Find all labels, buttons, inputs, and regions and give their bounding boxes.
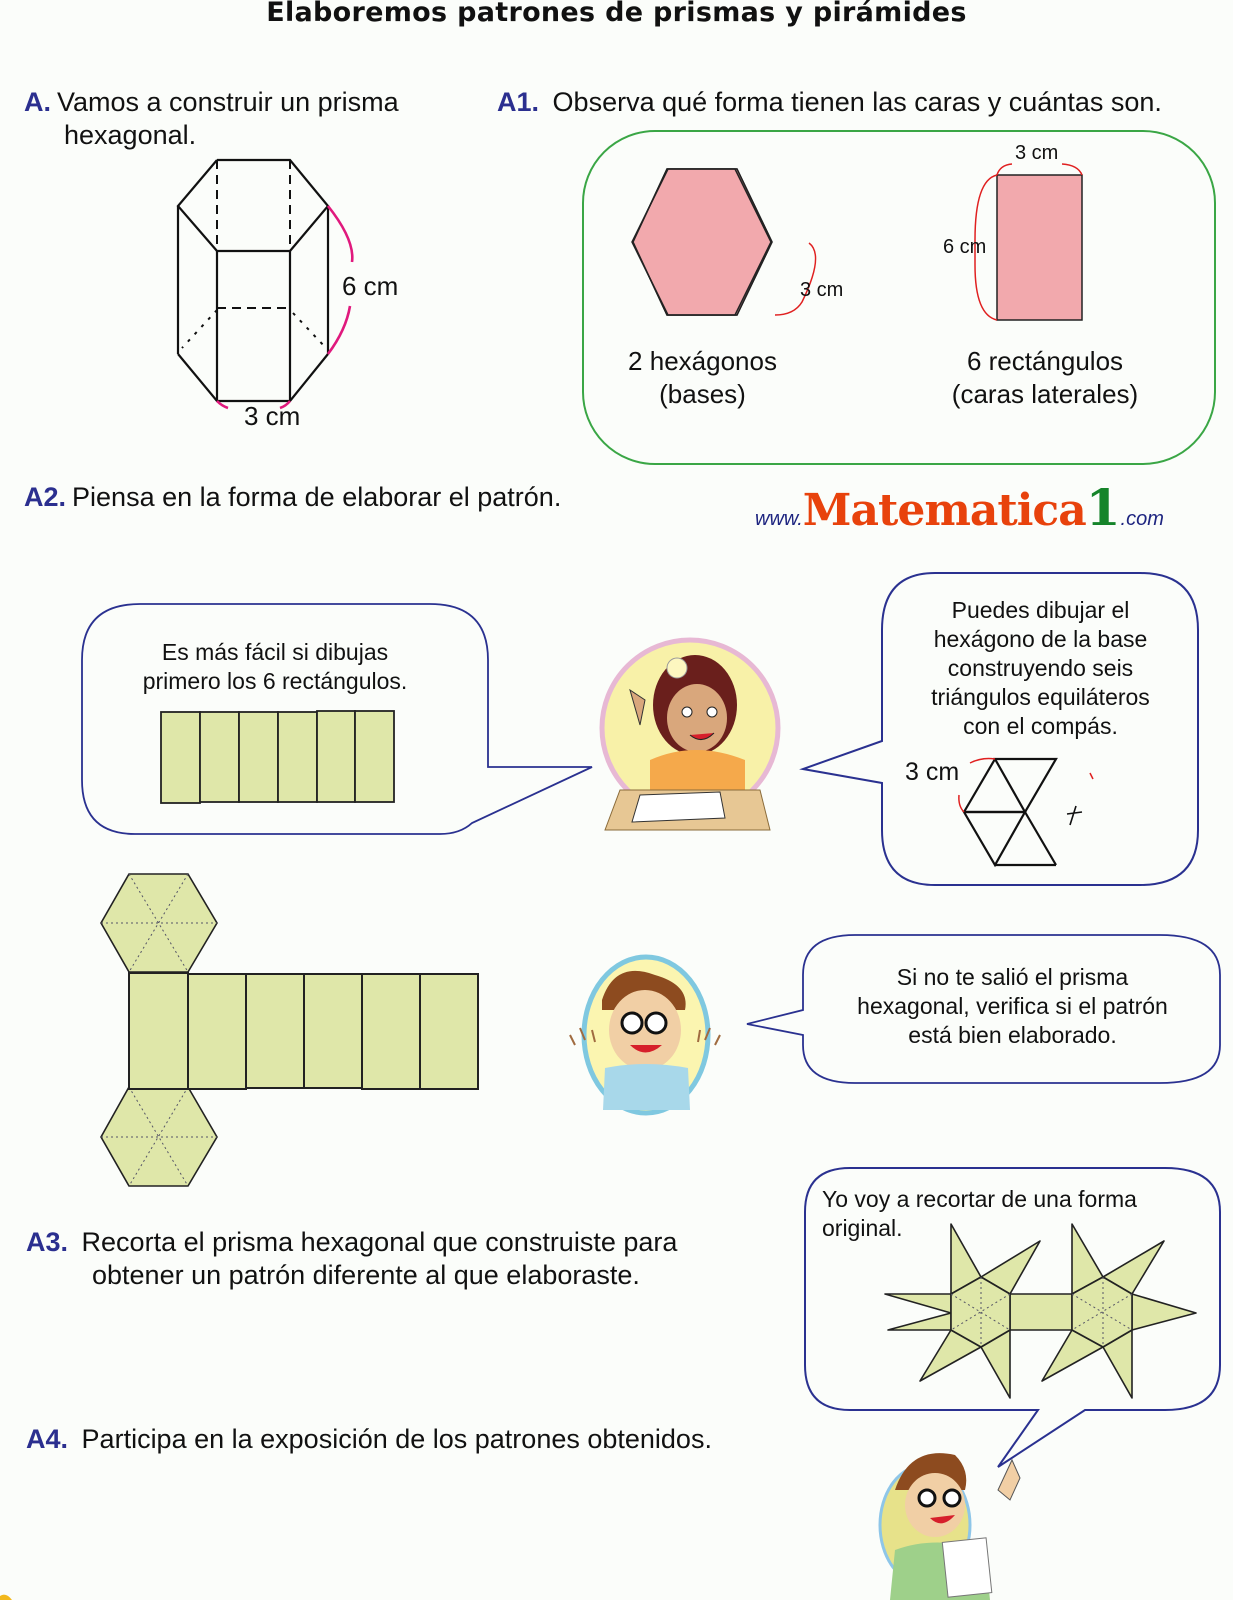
section-a4-text: A4. Participa en la exposición de los patrones obtenidos.: [26, 1424, 712, 1454]
triangle-measure-label: 3 cm: [905, 758, 960, 786]
bubble-boy-text: Si no te salió el prisma hexagonal, verifica si el patrón está bien elaborado.: [857, 964, 1168, 1048]
section-a2-number: A2.: [24, 482, 67, 512]
section-a3-text: A3. Recorta el prisma hexagonal que construiste para obtener un patrón diferente al que elaboraste.: [26, 1227, 678, 1290]
page-title: Elaboremos patrones de prismas y pirámides: [266, 0, 967, 28]
bubble-left-text: Es más fácil si dibujas primero los 6 rectángulos.: [142, 639, 408, 694]
hexagon-caption: 2 hexágonos (bases): [628, 346, 777, 409]
rectangle-caption: 6 rectángulos (caras laterales): [951, 346, 1139, 409]
prism-height-label: 6 cm: [342, 271, 399, 301]
rectangle-height-label: 6 cm: [943, 236, 987, 258]
section-a4-number: A4.: [26, 1424, 69, 1454]
boy-illustration-pointing: [880, 1453, 1020, 1600]
section-a2-text: A2. Piensa en la forma de elaborar el patrón.: [24, 482, 562, 512]
hexagon-side-label: 3 cm: [800, 279, 844, 301]
section-a-number: A.: [24, 87, 51, 117]
prism-base-label: 3 cm: [244, 401, 301, 431]
section-a-text: A. Vamos a construir un prisma hexagonal.: [24, 87, 399, 150]
girl-illustration: [602, 640, 778, 830]
section-a1-text: A1. Observa qué forma tienen las caras y cuántas son.: [497, 87, 1162, 117]
bubble-a3-text: Yo voy a recortar de una forma original.: [822, 1186, 1137, 1241]
rectangle-width-label: 3 cm: [1015, 142, 1059, 164]
matematica1-logo: www.Matematica1.com: [755, 478, 1164, 537]
boy-illustration-waving: [570, 957, 720, 1113]
section-a1-number: A1.: [497, 87, 540, 117]
section-a3-number: A3.: [26, 1227, 69, 1257]
bubble-right-text: Puedes dibujar el hexágono de la base construyendo seis triángulos equiláteros con el compás.: [931, 597, 1150, 739]
